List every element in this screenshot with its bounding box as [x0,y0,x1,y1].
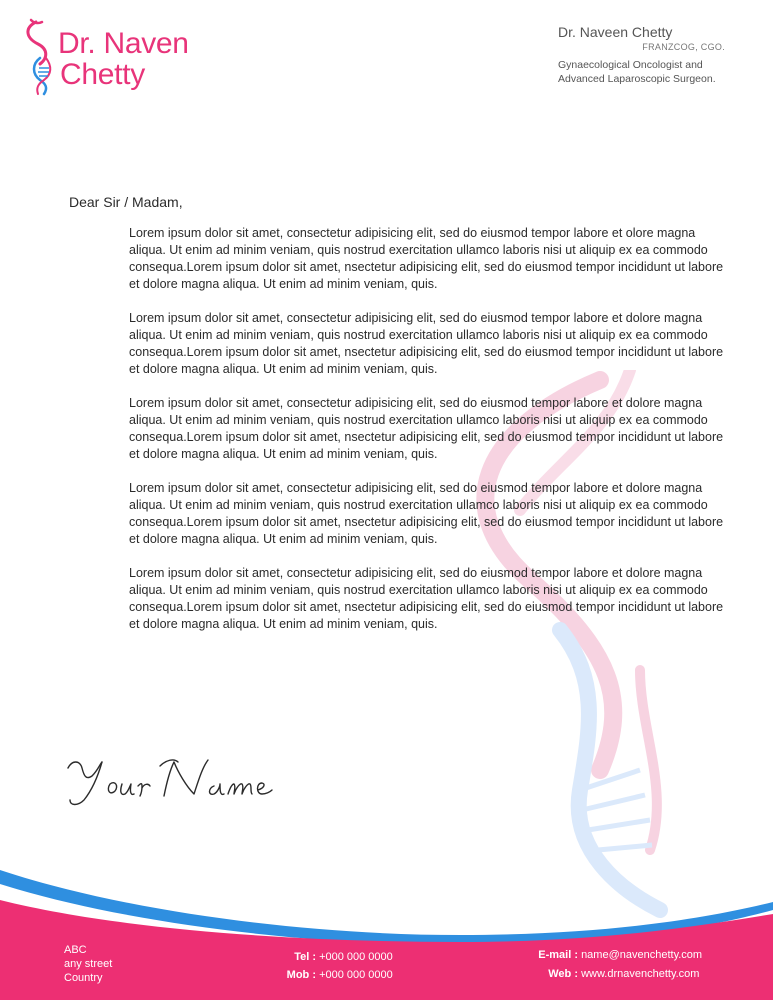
signature [62,746,282,816]
logo [22,18,222,98]
logo-wordmark [58,28,189,90]
web-label: Web : [548,968,578,980]
tel-value: +000 000 0000 [319,951,393,963]
logo-line-2: Chetty [60,58,145,91]
paragraph: Lorem ipsum dolor sit amet, consectetur adipisicing elit, sed do eiusmod tempor labore et olore magna aliqua. Ut enim ad minim veniam, quis nostrud exercitation ullamco laboris nisi ut aliquip ex ea commodo consequa.Lorem ipsum dolor sit amet, nsectetur adipisicing elit, sed do eiusmod tempor incididunt ut labore et dolore magna aliqua. Ut enim ad minim veniam, quis. [129,226,724,291]
footer-phones [276,948,393,984]
address-line: Country [64,972,103,984]
email-label: E-mail : [538,949,578,961]
website-link[interactable]: www.drnavenchetty.com [581,968,700,980]
header-role-line-2: Advanced Laparoscopic Surgeon. [558,73,716,85]
web-row [532,965,702,984]
footer [0,935,773,1000]
logo-line-1: Dr. Naven [58,27,189,60]
address-line: any street [64,958,113,970]
header-contact-block [557,24,747,86]
mob-row [276,966,393,984]
paragraph: Lorem ipsum dolor sit amet, consectetur adipisicing elit, sed do eiusmod tempor labore et dolore magna aliqua. Ut enim ad minim veniam, quis nostrud exercitation ullamco laboris nisi ut aliquip ex ea commodo consequa.Lorem ipsum dolor sit amet, nsectetur adipisicing elit, sed do eiusmod tempor incididunt ut labore et dolore magna aliqua. Ut enim ad minim veniam, quis. [129,396,724,461]
tel-label: Tel : [294,951,316,963]
tel-row [276,948,393,966]
email-link[interactable]: name@navenchetty.com [581,949,703,961]
footer-address [64,943,112,985]
email-row [532,946,702,965]
mob-label: Mob : [286,969,316,981]
mob-value: +000 000 0000 [319,969,393,981]
paragraph: Lorem ipsum dolor sit amet, consectetur adipisicing elit, sed do eiusmod tempor labore et dolore magna aliqua. Ut enim ad minim veniam, quis nostrud exercitation ullamco laboris nisi ut aliquip ex ea commodo consequa.Lorem ipsum dolor sit amet, nsectetur adipisicing elit, sed do eiusmod tempor incididunt ut labore et dolore magna aliqua. Ut enim ad minim veniam, quis. [129,566,724,631]
paragraph: Lorem ipsum dolor sit amet, consectetur adipisicing elit, sed do eiusmod tempor labore et dolore magna aliqua. Ut enim ad minim veniam, quis nostrud exercitation ullamco laboris nisi ut aliquip ex ea commodo consequa.Lorem ipsum dolor sit amet, nsectetur adipisicing elit, sed do eiusmod tempor incididunt ut labore et dolore magna aliqua. Ut enim ad minim veniam, quis. [129,311,724,376]
address-line: ABC [64,944,87,956]
header-role-line-1: Gynaecological Oncologist and [558,59,703,71]
header-qualifications: FRANZCOG, CGO. [642,42,725,52]
footer-web [532,946,702,984]
paragraph: Lorem ipsum dolor sit amet, consectetur adipisicing elit, sed do eiusmod tempor labore et dolore magna aliqua. Ut enim ad minim veniam, quis nostrud exercitation ullamco laboris nisi ut aliquip ex ea commodo consequa.Lorem ipsum dolor sit amet, nsectetur adipisicing elit, sed do eiusmod tempor incididunt ut labore et dolore magna aliqua. Ut enim ad minim veniam, quis. [129,481,724,546]
header-name: Dr. Naveen Chetty [558,24,673,40]
salutation: Dear Sir / Madam, [69,194,183,210]
dna-helix-icon [22,18,58,96]
letter-body [129,225,724,650]
